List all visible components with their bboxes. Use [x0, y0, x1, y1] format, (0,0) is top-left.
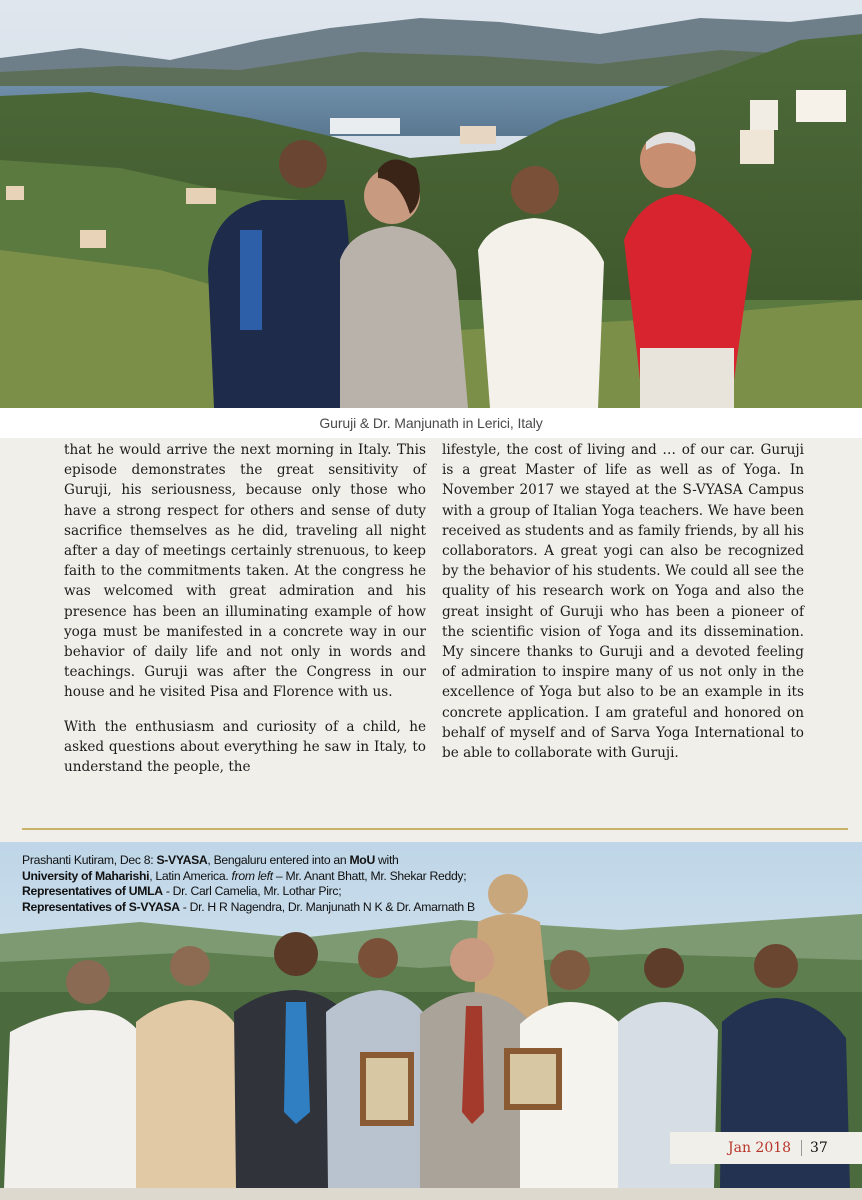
article-paragraph: With the enthusiasm and curiosity of a child, he asked questions about everything he saw in Italy, to understand the people, the — [64, 718, 426, 776]
bottom-photo-caption — [22, 853, 542, 915]
caption-line-4 — [22, 900, 542, 916]
caption-bold: S-VYASA — [156, 853, 208, 867]
caption-italic: from left — [231, 868, 273, 883]
page-bottom-strip — [0, 1188, 862, 1200]
caption-bold: Representatives of UMLA — [22, 884, 163, 899]
caption-text: Prashanti Kutiram, Dec 8: — [22, 853, 157, 867]
caption-line-2 — [22, 869, 542, 885]
caption-bold: Representatives of S-VYASA — [22, 899, 180, 914]
top-photo — [0, 0, 862, 408]
caption-text: - Dr. H R Nagendra, Dr. Manjunath N K & Dr. Amarnath B — [179, 899, 475, 914]
article-paragraph: lifestyle, the cost of living and … of our car. Guruji is a great Master of life as well as of Yoga. In November 2017 we stayed at the S-VYASA Campus with a group of Italian Yoga teachers. We have been received as students and as family friends, by all his collaborators. A great yogi can also be recognized by the behavior of his students. We could all see the quality of his research work on Yoga and also the great insight of Guruji who has been a pioneer of the scientific vision of Yoga and its dissemination. My sincere thanks to Guruji and a devoted feeling of admiration to inspire many of us not only in the excellence of Yoga but also to be an example in its concrete application. I am grateful and honored on behalf of myself and of Sarva Yoga International to be able to collaborate with Guruji. — [442, 442, 804, 762]
page-number: 37 — [810, 1140, 828, 1156]
caption-bold: University of Maharishi — [22, 868, 150, 883]
caption-line-3 — [22, 884, 542, 900]
caption-text: with — [374, 853, 399, 867]
footer-separator — [801, 1140, 802, 1156]
caption-line-1 — [22, 853, 542, 869]
top-photo-caption: Guruji & Dr. Manjunath in Lerici, Italy — [0, 408, 862, 438]
lerici-landscape-illustration — [0, 0, 862, 408]
caption-text: , Bengaluru entered into an — [207, 853, 350, 867]
page-footer — [670, 1132, 862, 1164]
article-paragraph: that he would arrive the next morning in Italy. This episode demonstrates the great sensitivity of Guruji, his seriousness, because only those who have a strong respect for others and sense of duty sacrifice themselves as he did, traveling all night after a day of meetings certainly strenuous, to keep faith to the commitments taken. At the congress he was welcomed with great admiration and his presence has been an illuminating example of how yoga must be manifested in a concrete way in our behavior of daily life and not only in words and teachings. Guruji was after the Congress in our house and he visited Pisa and Florence with us. — [64, 442, 426, 701]
caption-bold: MoU — [349, 853, 375, 867]
caption-text: - Dr. Carl Camelia, Mr. Lothar Pirc; — [162, 884, 342, 899]
caption-text: , Latin America. — [149, 868, 232, 883]
article-body — [64, 440, 808, 822]
issue-date: Jan 2018 — [728, 1140, 792, 1156]
section-divider — [22, 828, 848, 830]
article-left-column — [64, 440, 426, 791]
article-right-column — [442, 440, 804, 777]
caption-text: – Mr. Anant Bhatt, Mr. Shekar Reddy; — [272, 868, 467, 883]
